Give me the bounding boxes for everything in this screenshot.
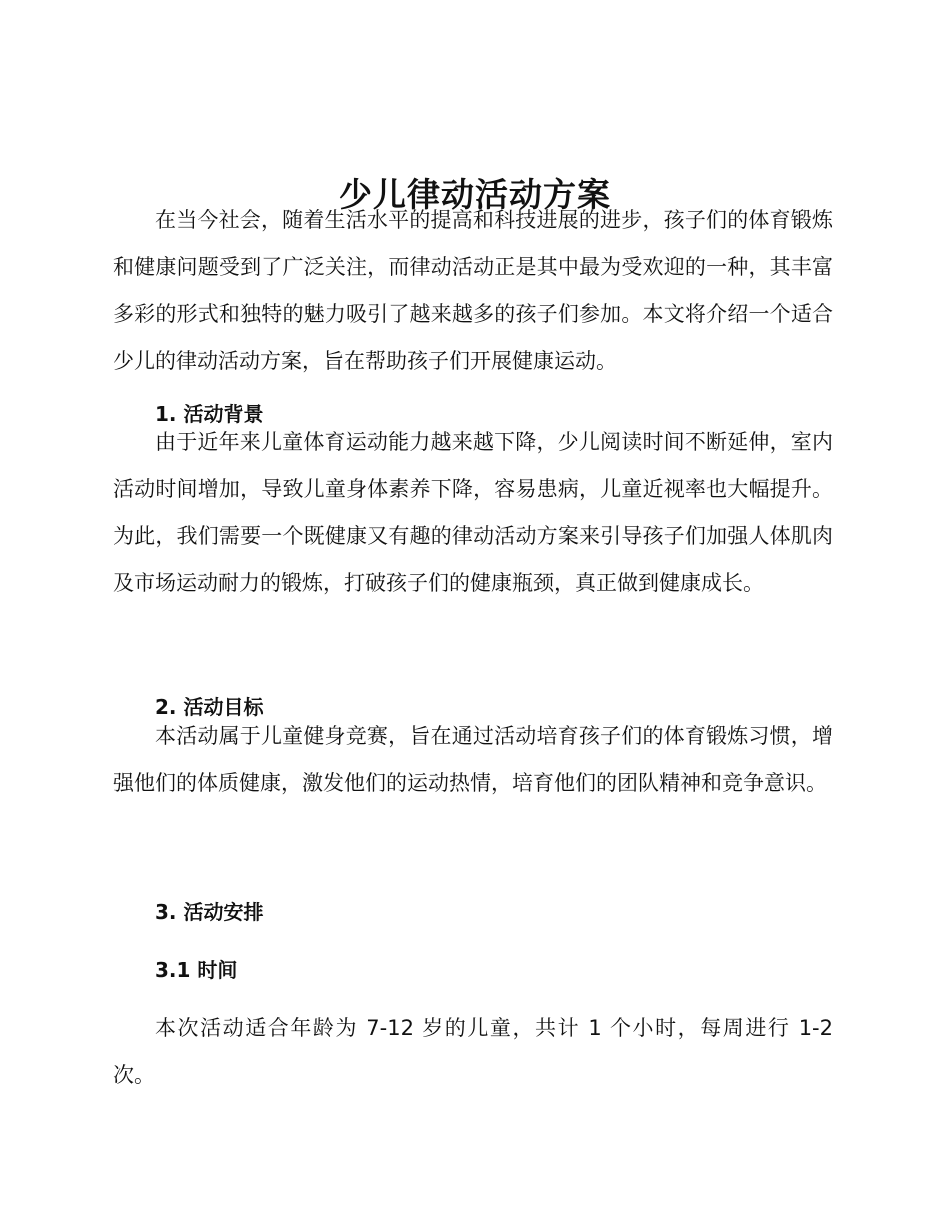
document-title: 少儿律动活动方案 (339, 175, 611, 215)
section-paragraph-goals: 本活动属于儿童健身竞赛，旨在通过活动培育孩子们的体育锻炼习惯，增强他们的体质健康，激发他们的运动热情，培育他们的团队精神和竞争意识。 (113, 724, 833, 795)
section-paragraph-background: 由于近年来儿童体育运动能力越来越下降，少儿阅读时间不断延伸，室内活动时间增加，导致儿童身体素养下降，容易患病，儿童近视率也大幅提升。为此，我们需要一个既健康又有趣的律动活动方案来引导孩子们加强人体肌肉及市场运动耐力的锻炼，打破孩子们的健康瓶颈，真正做到健康成长。 (113, 430, 833, 595)
intro-paragraph: 在当今社会，随着生活水平的提高和科技进展的进步，孩子们的体育锻炼和健康问题受到了广泛关注，而律动活动正是其中最为受欢迎的一种，其丰富多彩的形式和独特的魅力吸引了越来越多的孩子们参加。本文将介绍一个适合少儿的律动活动方案，旨在帮助孩子们开展健康运动。 (113, 208, 833, 373)
section-heading-background: 1. 活动背景 (155, 402, 264, 426)
section-heading-arrangement: 3. 活动安排 (155, 900, 264, 924)
section-heading-time: 3.1 时间 (155, 958, 238, 982)
section-paragraph-time: 本次活动适合年龄为 7-12 岁的儿童，共计 1 个小时，每周进行 1-2 次。 (113, 1016, 833, 1087)
section-heading-goals: 2. 活动目标 (155, 695, 264, 719)
